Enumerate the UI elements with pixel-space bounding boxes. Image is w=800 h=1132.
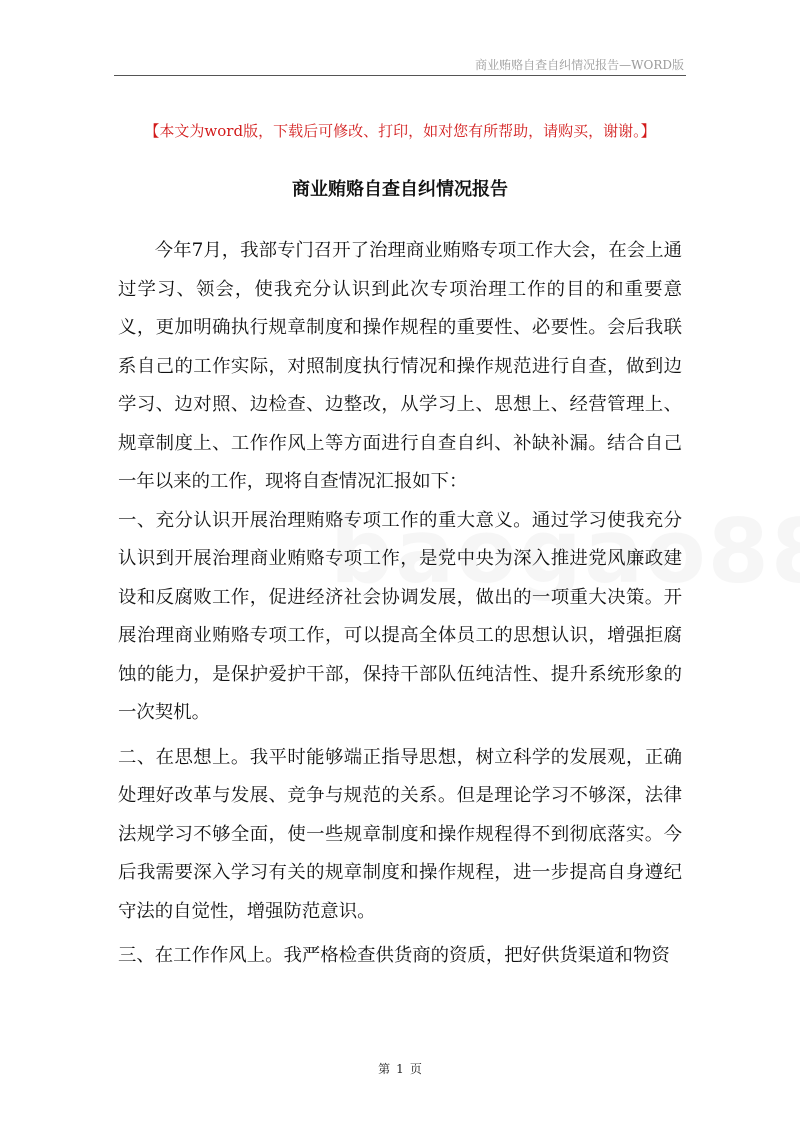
- footer-prefix: 第: [378, 1062, 391, 1076]
- paragraph-section-2: 二、在思想上。我平时能够端正指导思想，树立科学的发展观，正确处理好改革与发展、竞争与规范的关系。但是理论学习不够深，法律法规学习不够全面，使一些规章制度和操作规程得不到彻底落实。今后我需要深入学习有关的规章制度和操作规程，进一步提高自身遵纪守法的自觉性，增强防范意识。: [118, 746, 682, 922]
- download-notice: 【本文为word版，下载后可修改、打印，如对您有所帮助，请购买，谢谢。】: [144, 122, 656, 140]
- document-body: [118, 232, 682, 976]
- header-divider: [114, 75, 686, 76]
- paragraph-section-1: 一、充分认识开展治理贿赂专项工作的重大意义。通过学习使我充分认识到开展治理商业贿赂专项工作，是党中央为深入推进党风廉政建设和反腐败工作，促进经济社会协调发展，做出的一项重大决策。开展治理商业贿赂专项工作，可以提高全体员工的思想认识，增强拒腐蚀的能力，是保护爱护干部，保持干部队伍纯洁性、提升系统形象的一次契机。: [118, 509, 682, 723]
- page-number: 1: [396, 1062, 404, 1076]
- paragraph-section-3: 三、在工作作风上。我严格检查供货商的资质，把好供货渠道和物资: [118, 945, 670, 966]
- running-header: 商业贿赂自查自纠情况报告—WORD版: [475, 58, 684, 72]
- page-footer: [0, 1060, 800, 1077]
- footer-suffix: 页: [409, 1062, 422, 1076]
- paragraph-intro: 今年7月，我部专门召开了治理商业贿赂专项工作大会，在会上通过学习、领会，使我充分认识到此次专项治理工作的目的和重要意义，更加明确执行规章制度和操作规程的重要性、必要性。会后我联系自己的工作实际，对照制度执行情况和操作规范进行自查，做到边学习、边对照、边检查、边整改，从学习上、思想上、经营管理上、规章制度上、工作作风上等方面进行自查自纠、补缺补漏。结合自己一年以来的工作，现将自查情况汇报如下：: [118, 240, 682, 492]
- document-title: 商业贿赂自查自纠情况报告: [292, 179, 508, 200]
